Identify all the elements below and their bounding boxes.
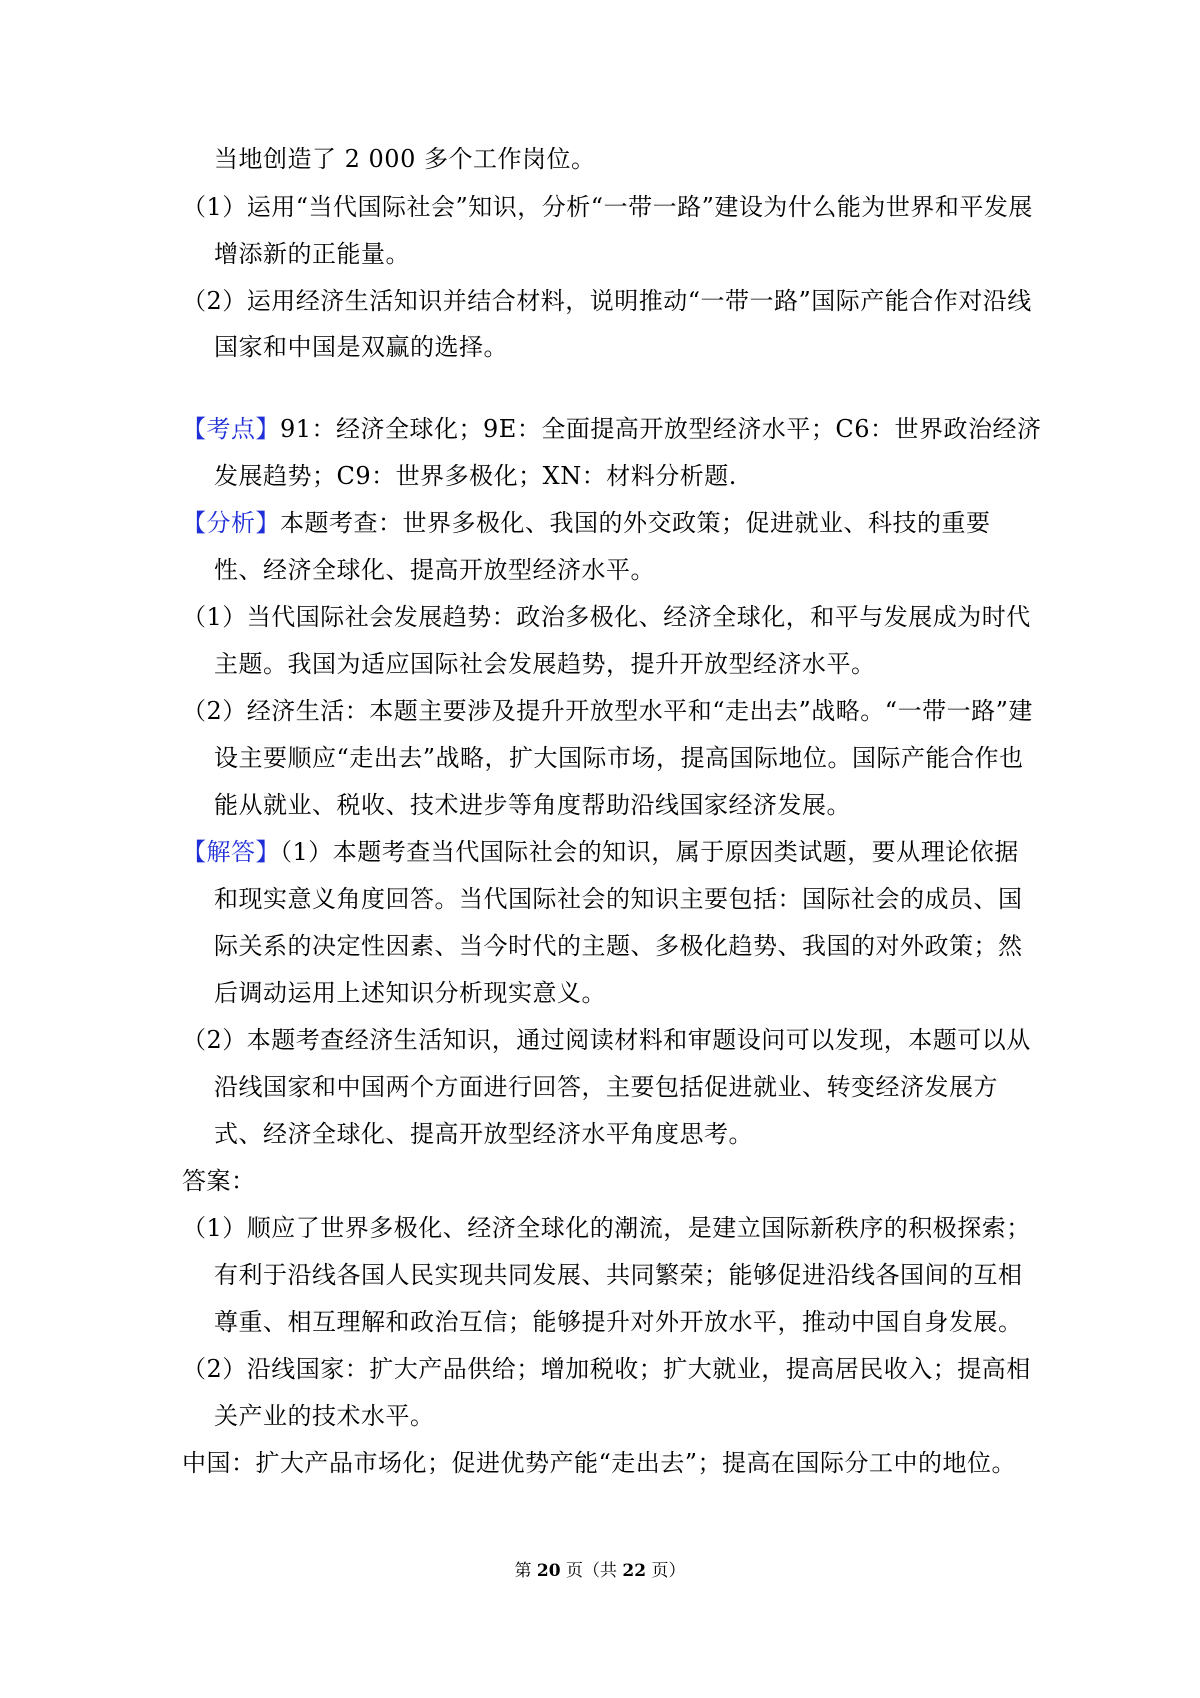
text-line: 式、经济全球化、提高开放型经济水平角度思考。 [214, 1120, 753, 1148]
footer-middle: 页（共 [560, 1561, 623, 1581]
text-line: 国家和中国是双赢的选择。 [214, 333, 508, 361]
text-line: 际关系的决定性因素、当今时代的主题、多极化趋势、我国的对外政策；然 [214, 932, 1023, 960]
text-line: 尊重、相互理解和政治互信；能够提升对外开放水平，推动中国自身发展。 [214, 1308, 1023, 1336]
page-footer [0, 1560, 1200, 1582]
fenxi-line [182, 507, 991, 539]
jieda-line [182, 836, 1019, 868]
text-line: 和现实意义角度回答。当代国际社会的知识主要包括：国际社会的成员、国 [214, 885, 1023, 913]
fenxi-text: 本题考查：世界多极化、我国的外交政策；促进就业、科技的重要 [280, 509, 991, 537]
text-line: 发展趋势；C9：世界多极化；XN：材料分析题. [214, 462, 737, 490]
text-line: 有利于沿线各国人民实现共同发展、共同繁荣；能够促进沿线各国间的互相 [214, 1261, 1023, 1289]
answer-1: （1）顺应了世界多极化、经济全球化的潮流，是建立国际新秩序的积极探索； [182, 1214, 1031, 1242]
answer-china: 中国：扩大产品市场化；促进优势产能“走出去”；提高在国际分工中的地位。 [182, 1449, 1017, 1477]
kaodian-text: 91：经济全球化；9E：全面提高开放型经济水平；C6：世界政治经济 [280, 415, 1042, 443]
text-line: 沿线国家和中国两个方面进行回答，主要包括促进就业、转变经济发展方 [214, 1073, 998, 1101]
text-line: 设主要顺应“走出去”战略，扩大国际市场，提高国际地位。国际产能合作也 [214, 744, 1024, 772]
jieda-text: （1）本题考查当代国际社会的知识，属于原因类试题，要从理论依据 [280, 838, 1019, 866]
text-line: 主题。我国为适应国际社会发展趋势，提升开放型经济水平。 [214, 650, 876, 678]
solution-2: （2）本题考查经济生活知识，通过阅读材料和审题设问可以发现，本题可以从 [182, 1026, 1031, 1054]
total-pages-number: 22 [622, 1561, 647, 1581]
kaodian-line [182, 413, 1041, 445]
current-page-number: 20 [536, 1561, 561, 1581]
question-1: （1）运用“当代国际社会”知识，分析“一带一路”建设为什么能为世界和平发展 [182, 193, 1033, 221]
answer-heading: 答案： [182, 1167, 256, 1195]
kaodian-tag: 【考点】 [182, 415, 280, 443]
text-line: 当地创造了 2 000 多个工作岗位。 [214, 145, 596, 173]
footer-suffix: 页） [646, 1561, 686, 1581]
text-line: 能从就业、税收、技术进步等角度帮助沿线国家经济发展。 [214, 791, 851, 819]
question-2: （2）运用经济生活知识并结合材料，说明推动“一带一路”国际产能合作对沿线 [182, 287, 1032, 315]
analysis-1: （1）当代国际社会发展趋势：政治多极化、经济全球化，和平与发展成为时代 [182, 603, 1031, 631]
footer-prefix: 第 [514, 1561, 537, 1581]
answer-2: （2）沿线国家：扩大产品供给；增加税收；扩大就业，提高居民收入；提高相 [182, 1355, 1031, 1383]
text-line: 后调动运用上述知识分析现实意义。 [214, 979, 606, 1007]
text-line: 关产业的技术水平。 [214, 1402, 435, 1430]
jieda-tag: 【解答】 [182, 838, 280, 866]
text-line: 性、经济全球化、提高开放型经济水平。 [214, 556, 655, 584]
analysis-2: （2）经济生活：本题主要涉及提升开放型水平和“走出去”战略。“一带一路”建 [182, 697, 1033, 725]
fenxi-tag: 【分析】 [182, 509, 280, 537]
text-line: 增添新的正能量。 [214, 240, 410, 268]
